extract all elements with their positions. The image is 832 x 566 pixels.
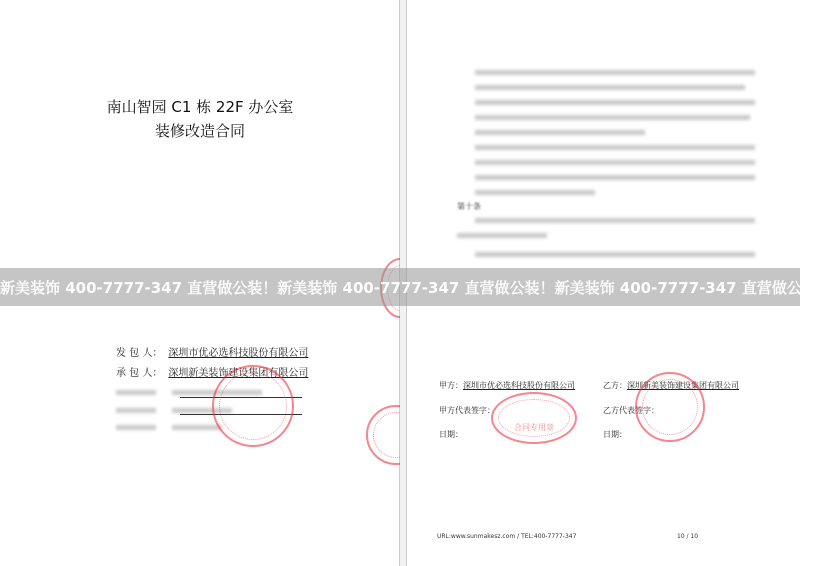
party-b-contract-seal (635, 372, 705, 442)
party-b-date-label: 日期： (603, 430, 627, 439)
watermark-text: 新美装饰 400-7777-347 直营做公装！ (0, 278, 278, 297)
contractor-label: 承 包 人： (116, 368, 163, 379)
party-a-row: 甲方：深圳市优必选科技股份有限公司 (439, 381, 575, 390)
party-a-signature-label: 甲方代表签字： (439, 406, 495, 415)
contractor-value: 深圳新美装饰建设集团有限公司 (168, 368, 309, 379)
employer-value: 深圳市优必选科技股份有限公司 (168, 348, 309, 359)
party-b-row: 乙方：深圳新美装饰建设集团有限公司 (603, 381, 739, 390)
employer-label: 发 包 人： (116, 348, 163, 359)
contract-title-line2: 装修改造合同 (154, 122, 245, 140)
party-b-signature-label: 乙方代表签字： (603, 406, 659, 415)
page-number: 10 / 10 (677, 533, 699, 540)
footer-tel: TEL:400-7777-347 (521, 533, 577, 540)
party-b-value: 深圳新美装饰建设集团有限公司 (627, 381, 739, 390)
footer-contact: URL:www.sunmakesz.com / TEL:400-7777-347 (437, 533, 577, 540)
contractor-seal (212, 365, 294, 447)
contractor-row (116, 364, 314, 379)
watermark-banner (0, 268, 832, 306)
party-a-date-label: 日期： (439, 430, 463, 439)
contract-title-line1: 南山智园 C1 栋 22F 办公室 (106, 98, 294, 116)
watermark-text: 新美装饰 400-7777-347 直营做公装！ (277, 278, 555, 297)
party-a-value: 深圳市优必选科技股份有限公司 (463, 381, 575, 390)
section-heading: 第十条 (457, 202, 481, 211)
party-a-contract-seal: 合同专用章 (491, 392, 577, 444)
watermark-text: 新美装饰 400-7777-347 直营做公装！ (554, 278, 832, 297)
employer-row (116, 344, 314, 359)
footer-url: URL:www.sunmakesz.com (437, 533, 516, 540)
